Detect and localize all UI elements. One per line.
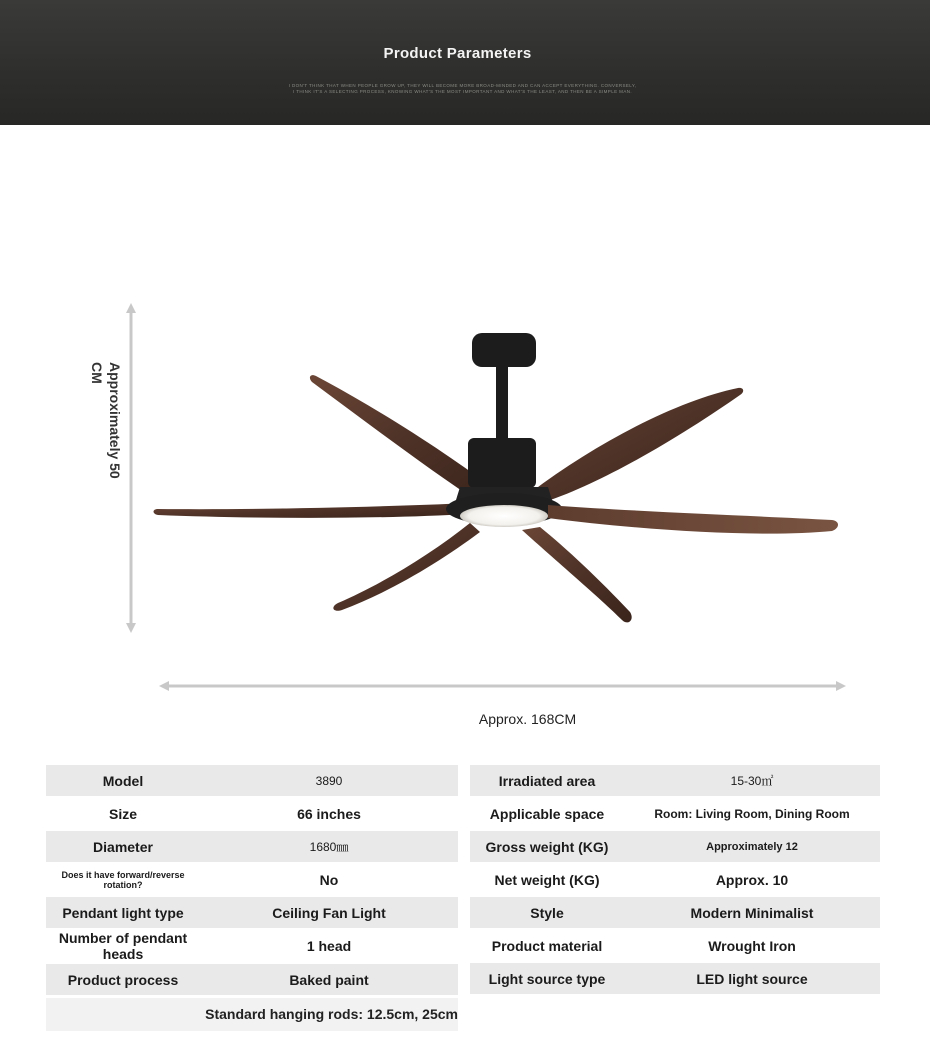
spec-value: Approximately 12 — [624, 829, 880, 862]
fan-motor-housing — [468, 438, 536, 488]
spec-label: Style — [470, 895, 624, 928]
spec-label: Product material — [470, 928, 624, 961]
spec-value: No — [200, 862, 458, 895]
banner-subtitle-line-1: I DON'T THINK THAT WHEN PEOPLE GROW UP, THEY WILL BECOME MORE BROAD-MINDED AND CAN ACCEPT EVERYTHING. CONVERSELY, — [288, 83, 637, 88]
spec-value: LED light source — [624, 961, 880, 994]
spec-label: Gross weight (KG) — [470, 829, 624, 862]
spec-value: Baked paint — [200, 962, 458, 995]
ceiling-fan-illustration — [0, 125, 930, 745]
spec-label: Irradiated area — [470, 765, 624, 796]
spec-label: Light source type — [470, 961, 624, 994]
spec-label: Pendant light type — [46, 895, 200, 928]
hanging-rods-note — [46, 998, 458, 1031]
spec-label: Size — [46, 796, 200, 829]
fan-blade-upper-right — [530, 388, 743, 502]
spec-row — [470, 862, 880, 895]
spec-label: Does it have forward/reverse rotation? — [46, 862, 200, 895]
spec-value: Wrought Iron — [624, 928, 880, 961]
hanging-rods-text: Standard hanging rods: 12.5cm, 25cm — [205, 1006, 458, 1022]
spec-row — [46, 829, 458, 862]
width-dimension-label: Approx. 168CM — [478, 711, 577, 727]
spec-row — [470, 796, 880, 829]
spec-label: Net weight (KG) — [470, 862, 624, 895]
spec-value: Approx. 10 — [624, 862, 880, 895]
spec-value: 1680㎜ — [200, 829, 458, 862]
spec-label: Diameter — [46, 829, 200, 862]
fan-blade-right — [548, 505, 838, 534]
spec-value: Ceiling Fan Light — [200, 895, 458, 928]
fan-blade-lower-left — [333, 523, 480, 611]
fan-blade-lower-right — [522, 527, 632, 622]
fan-light-panel — [460, 505, 548, 527]
spec-label: Number of pendant heads — [46, 928, 200, 962]
fan-canopy — [472, 333, 536, 367]
spec-row — [46, 928, 458, 962]
spec-row — [470, 765, 880, 796]
spec-value: Room: Living Room, Dining Room — [624, 796, 880, 829]
spec-label: Model — [46, 765, 200, 796]
spec-row — [46, 962, 458, 995]
banner-subtitle-line-2: I THINK IT'S A SELECTING PROCESS, KNOWING WHAT'S THE MOST IMPORTANT AND WHAT'S THE LEAST, AND THEN BE A SIMPLE MAN. — [292, 89, 633, 94]
banner-title: Product Parameters — [383, 45, 532, 62]
spec-row — [46, 895, 458, 928]
height-dimension-label: Approximately 50 CM — [89, 362, 123, 479]
fan-downrod — [496, 365, 508, 445]
spec-row — [470, 829, 880, 862]
header-banner — [0, 0, 930, 125]
spec-row — [470, 895, 880, 928]
spec-row — [470, 928, 880, 961]
spec-row — [46, 796, 458, 829]
spec-value: 15-30㎡ — [624, 765, 880, 796]
fan-blade-left — [154, 503, 471, 518]
spec-value: 66 inches — [200, 796, 458, 829]
spec-table-left — [46, 765, 458, 995]
width-dimension-arrow — [159, 681, 846, 691]
spec-value: 3890 — [200, 765, 458, 796]
spec-value: Modern Minimalist — [624, 895, 880, 928]
spec-label: Applicable space — [470, 796, 624, 829]
spec-row — [470, 961, 880, 994]
spec-value: 1 head — [200, 928, 458, 962]
spec-row — [46, 862, 458, 895]
spec-label: Product process — [46, 962, 200, 995]
spec-row — [46, 765, 458, 796]
spec-table-right — [470, 765, 880, 994]
